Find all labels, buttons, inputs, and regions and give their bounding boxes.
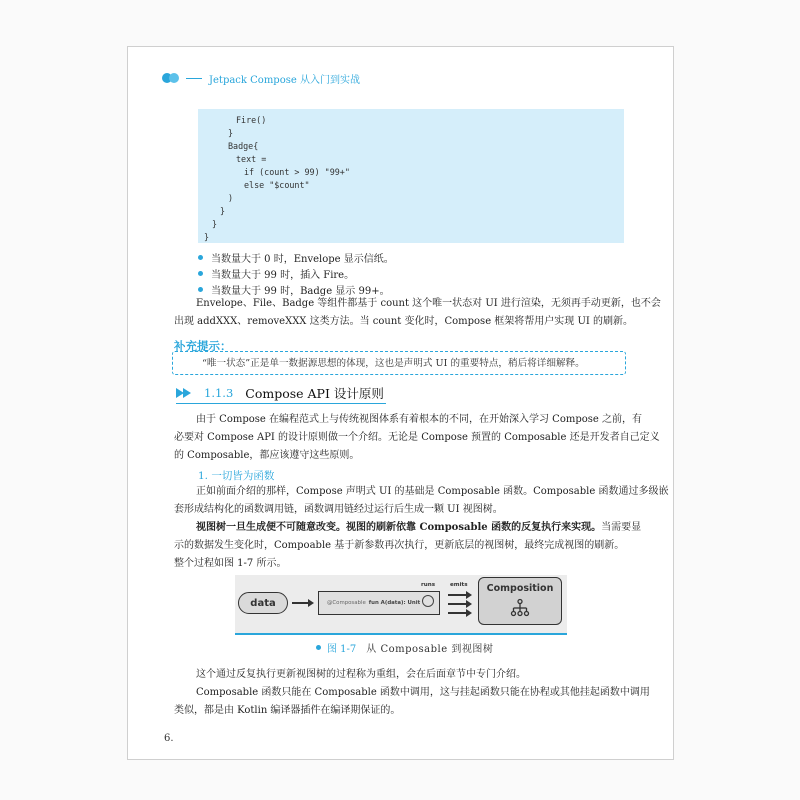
runs-label: runs	[421, 582, 436, 588]
book-page	[127, 46, 674, 760]
emphasis-text: 视图树一旦生成便不可随意改变。视图的刷新依靠 Composable 函数的反复执行来实现。	[196, 522, 602, 533]
list-item-text: 当数量大于 0 时，Envelope 显示信纸。	[211, 254, 394, 265]
figure-composition-node	[478, 577, 562, 625]
paragraph-line: 套形成结构化的函数调用链，函数调用链经过运行后生成一颗 UI 视图树。	[174, 504, 503, 515]
list-item-text: 当数量大于 99 时，Badge 显示 99+。	[211, 286, 390, 297]
bullet-icon	[198, 287, 203, 292]
section-underline	[176, 403, 386, 404]
paragraph-line: 必要对 Compose API 的设计原则做一个介绍。无论是 Compose 预置的 Composable 还是开发者自己定义	[174, 432, 660, 443]
paragraph-line: 整个过程如图 1-7 所示。	[174, 558, 287, 569]
figure-data-node: data	[238, 592, 288, 614]
paragraph-line: 类似，都是由 Kotlin 编译器插件在编译期保证的。	[174, 705, 401, 716]
code-line: }	[204, 232, 210, 242]
subsection-title: 1. 一切皆为函数	[198, 470, 275, 482]
code-line: if (count > 99) "99+"	[244, 167, 350, 177]
caption-number: 图 1-7	[327, 644, 357, 655]
list-item	[198, 282, 390, 297]
emit-arrow-icon	[448, 594, 466, 596]
figure-caption	[316, 640, 493, 655]
paragraph-line	[196, 523, 641, 533]
paragraph-line: Composable 函数只能在 Composable 函数中调用，这与挂起函数只能在协程或其他挂起函数中调用	[196, 687, 650, 698]
arrow-right-icon	[292, 602, 308, 604]
code-line: }	[228, 128, 234, 138]
section-arrows-icon	[176, 387, 196, 399]
function-annotation: @Composable	[327, 600, 366, 606]
emits-label: emits	[450, 582, 468, 588]
code-line: Badge{	[228, 141, 259, 151]
code-line: }	[212, 219, 218, 229]
code-line: )	[228, 193, 234, 203]
paragraph-line: 的 Composable，都应该遵守这些原则。	[174, 450, 360, 461]
paragraph-text: 当需要显	[601, 522, 642, 533]
code-line: }	[220, 206, 226, 216]
section-heading	[176, 385, 384, 401]
paragraph-line: 示的数据发生变化时，Compoable 基于新参数再次执行，更新底层的视图树，最终完成视图的刷新。	[174, 540, 625, 551]
running-header	[162, 71, 360, 85]
list-item	[198, 266, 354, 281]
list-item	[198, 250, 394, 265]
section-title: Compose API 设计原则	[245, 386, 384, 401]
paragraph-line: Envelope、File、Badge 等组件都基于 count 这个唯一状态对 UI 进行渲染，无须再手动更新，也不会	[196, 298, 661, 309]
header-title: Jetpack Compose 从入门到实战	[209, 74, 360, 86]
emit-arrow-head-icon	[466, 591, 472, 599]
bullet-icon	[198, 271, 203, 276]
header-dots-icon	[162, 73, 182, 83]
caption-dot-icon	[316, 645, 321, 650]
code-line: Fire()	[236, 115, 267, 125]
emit-arrow-icon	[448, 612, 466, 614]
paragraph-line: 出现 addXXX、removeXXX 这类方法。当 count 变化时，Compose 框架将帮用户实现 UI 的刷新。	[174, 316, 634, 327]
tip-label: 补充提示：	[174, 339, 232, 353]
function-signature: fun A(data): Unit	[368, 600, 421, 606]
composition-label: Composition	[486, 583, 554, 594]
paragraph-line: 由于 Compose 在编程范式上与传统视图体系有着根本的不同，在开始深入学习 Compose 之前，有	[196, 414, 642, 425]
code-line: text =	[236, 154, 267, 164]
bullet-icon	[198, 255, 203, 260]
list-item-text: 当数量大于 99 时，插入 Fire。	[211, 270, 355, 281]
page-number: 6.	[164, 733, 174, 744]
paragraph-line: 正如前面介绍的那样，Compose 声明式 UI 的基础是 Composable 函数。Composable 函数通过多级嵌	[196, 486, 669, 497]
section-number: 1.1.3	[204, 386, 234, 400]
paragraph-line: 这个通过反复执行更新视图树的过程称为重组，会在后面章节中专门介绍。	[196, 669, 526, 680]
header-rule	[186, 78, 202, 79]
caption-text: 从 Composable 到视图树	[366, 644, 494, 655]
tree-icon	[510, 598, 530, 618]
arrow-head-icon	[308, 599, 314, 607]
code-block	[198, 109, 624, 243]
emit-arrow-icon	[448, 603, 466, 605]
tip-text: “唯一状态”正是单一数据源思想的体现，这也是声明式 UI 的重要特点，稍后将详细解释。	[202, 358, 585, 369]
emit-arrow-head-icon	[466, 609, 472, 617]
emit-arrow-head-icon	[466, 600, 472, 608]
code-line: else "$count"	[244, 180, 310, 190]
refresh-cycle-icon	[422, 595, 434, 607]
